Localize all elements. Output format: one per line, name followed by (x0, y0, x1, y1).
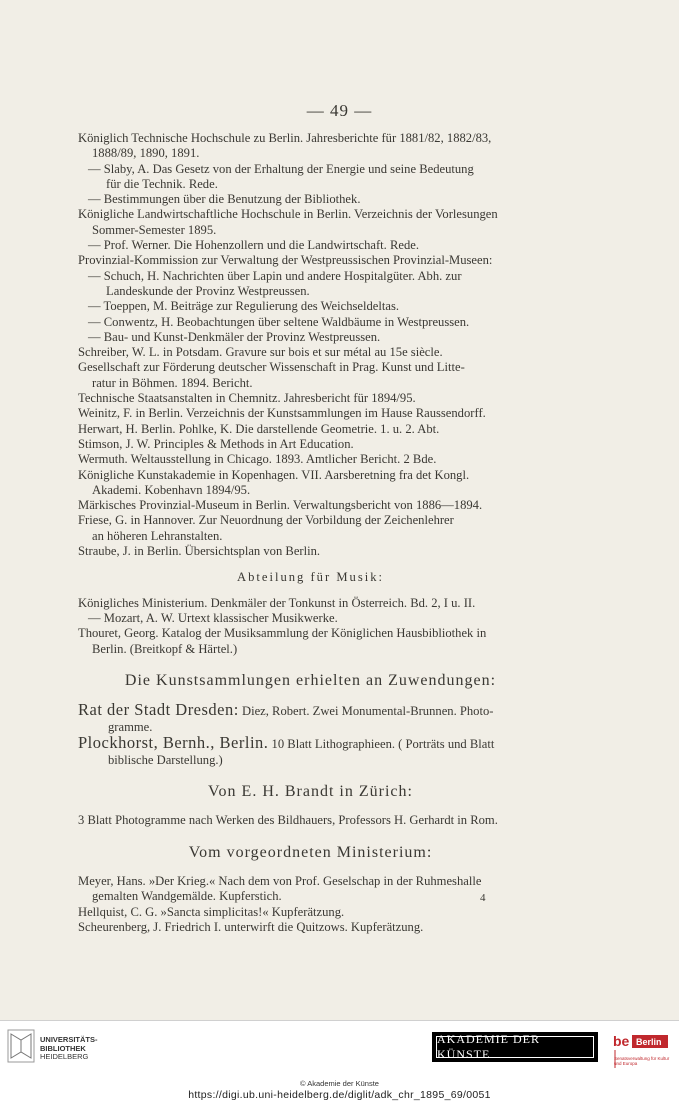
collection-entry (78, 735, 543, 768)
university-library-logo-icon (6, 1028, 36, 1064)
entry-text: Schreiber, W. L. in Potsdam. Gravure sur bois et sur métal au 15e siècle. (78, 345, 443, 360)
list-item (78, 162, 543, 193)
akademie-label: AKADEMIE DER KÜNSTE (436, 1036, 594, 1058)
list-item (78, 360, 543, 391)
ministry-heading: Vom vorgeordneten Ministerium: (188, 843, 433, 861)
entry-text: Gesellschaft zur Förderung deutscher Wissenschaft in Prag. Kunst und Litte- (78, 360, 465, 375)
entry-text: Märkisches Provinzial-Museum in Berlin. Verwaltungsbericht von 1886—1894. (78, 498, 483, 513)
list-item (78, 498, 543, 513)
entry-continuation: gramme. (108, 720, 153, 735)
entry-text: Stimson, J. W. Principles & Methods in Art Education. (78, 436, 354, 451)
entry-text: Straube, J. in Berlin. Übersichtsplan von Berlin. (78, 544, 321, 559)
entry-text: — Mozart, A. W. Urtext klassischer Musikwerke. (88, 610, 338, 625)
list-item (78, 611, 543, 626)
entry-text: — Bestimmungen über die Benutzung der Bibliothek. (88, 192, 361, 207)
berlin-subtitle: Senatsverwaltung für Kultur und Europa (614, 1056, 670, 1066)
entry-text: Weinitz, F. in Berlin. Verzeichnis der Kunstsammlungen im Hause Raussendorff. (78, 406, 486, 421)
list-item (78, 207, 543, 238)
collection-line (78, 702, 543, 719)
svg-text:be: be (613, 1033, 630, 1049)
entry-text: Meyer, Hans. »Der Krieg.« Nach dem von Prof. Geselschap in der Ruhmeshalle (78, 873, 482, 888)
list-item (78, 391, 543, 406)
university-library-name (40, 1036, 98, 1062)
acquisitions-list (78, 131, 543, 559)
entry-text: Hellquist, C. G. »Sancta simplicitas!« Kupferätzung. (78, 904, 345, 919)
donation-text: Diez, Robert. Zwei Monumental-Brunnen. Photo- (238, 704, 494, 719)
entry-text: — Schuch, H. Nachrichten über Lapin und andere Hospitalgüter. Abh. zur (88, 268, 462, 283)
copyright-notice: © Akademie der Künste (300, 1079, 379, 1088)
ministry-list (78, 874, 543, 935)
list-item (78, 253, 543, 268)
entry-text: Thouret, Georg. Katalog der Musiksammlung der Königlichen Hausbibliothek in (78, 626, 487, 641)
list-item (78, 544, 543, 559)
akademie-logo[interactable] (432, 1032, 598, 1062)
entry-continuation: Landeskunde der Provinz Westpreussen. (106, 283, 310, 298)
entry-text: Technische Staatsanstalten in Chemnitz. Jahresbericht für 1894/95. (78, 391, 416, 406)
list-item (78, 406, 543, 421)
donor-name: Rat der Stadt Dresden: (78, 700, 239, 720)
collection-line (78, 735, 543, 752)
list-item (78, 269, 543, 300)
entry-text: Königliches Ministerium. Denkmäler der Tonkunst in Österreich. Bd. 2, I u. II. (78, 595, 476, 610)
entry-text: Friese, G. in Hannover. Zur Neuordnung der Vorbildung der Zeichenlehrer (78, 513, 454, 528)
entry-continuation: gemalten Wandgemälde. Kupferstich. (92, 889, 282, 904)
entry-continuation: für die Technik. Rede. (106, 176, 218, 191)
uni-line2: BIBLIOTHEK (40, 1043, 86, 1053)
entry-text: — Bau- und Kunst-Denkmäler der Provinz Westpreussen. (88, 329, 381, 344)
entry-continuation: an höheren Lehranstalten. (92, 528, 223, 543)
list-item (78, 345, 543, 360)
footer-divider (0, 1020, 679, 1021)
donation-text: 10 Blatt Lithographieen. ( Porträts und Blatt (268, 737, 495, 752)
list-item (78, 626, 543, 657)
entry-continuation: Sommer-Semester 1895. (92, 222, 217, 237)
entry-text: — Slaby, A. Das Gesetz von der Erhaltung der Energie und seine Bedeutung (88, 161, 474, 176)
entry-text: Provinzial-Kommission zur Verwaltung der Westpreussischen Provinzial-Museen: (78, 253, 493, 268)
list-item (78, 596, 543, 611)
donor-name: Plockhorst, Bernh., Berlin. (78, 733, 269, 753)
entry-continuation: 1888/89, 1890, 1891. (92, 146, 200, 161)
list-item (78, 437, 543, 452)
music-list (78, 596, 543, 657)
list-item (78, 513, 543, 544)
music-heading: Abteilung für Musik: (236, 570, 385, 585)
entry-text: Königlich Technische Hochschule zu Berlin. Jahresberichte für 1881/82, 1882/83, (78, 131, 492, 145)
entry-continuation: Akademi. Kobenhavn 1894/95. (92, 482, 251, 497)
list-item (78, 874, 543, 905)
brandt-entry: 3 Blatt Photogramme nach Werken des Bildhauers, Professors H. Gerhardt in Rom. (78, 813, 498, 828)
entry-text: — Toeppen, M. Beiträge zur Regulierung des Weichseldeltas. (88, 299, 399, 314)
list-item (78, 905, 543, 920)
page-number: — 49 — (306, 101, 373, 120)
collection-entry (78, 702, 543, 735)
brandt-heading: Von E. H. Brandt in Zürich: (208, 783, 413, 801)
list-item (78, 238, 543, 253)
uni-line1: UNIVERSITÄTS- (40, 1035, 98, 1044)
entry-text: Königliche Landwirtschaftliche Hochschule in Berlin. Verzeichnis der Vorlesungen (78, 207, 498, 222)
uni-line3: HEIDELBERG (40, 1052, 89, 1061)
signature-mark: 4 (480, 892, 486, 904)
list-item (78, 422, 543, 437)
entry-text: Scheurenberg, J. Friedrich I. unterwirft die Quitzows. Kupferätzung. (78, 919, 424, 934)
list-item (78, 131, 543, 162)
entry-continuation: biblische Darstellung.) (108, 753, 223, 768)
entry-continuation: ratur in Böhmen. 1894. Bericht. (92, 375, 253, 390)
collections-list (78, 702, 543, 768)
list-item (78, 330, 543, 345)
entry-text: — Conwentz, H. Beobachtungen über seltene Waldbäume in Westpreussen. (88, 314, 470, 329)
page-content (78, 131, 543, 935)
list-item (78, 192, 543, 207)
list-item (78, 452, 543, 467)
entry-text: Herwart, H. Berlin. Pohlke, K. Die darstellende Geometrie. 1. u. 2. Abt. (78, 421, 440, 436)
entry-continuation: Berlin. (Breitkopf & Härtel.) (92, 641, 238, 656)
list-item (78, 468, 543, 499)
collections-heading: Die Kunstsammlungen erhielten an Zuwendungen: (124, 671, 497, 689)
entry-text: Königliche Kunstakademie in Kopenhagen. VII. Aarsberetning fra det Kongl. (78, 467, 470, 482)
svg-text:Berlin: Berlin (636, 1037, 662, 1047)
list-item (78, 315, 543, 330)
list-item (78, 920, 543, 935)
entry-text: — Prof. Werner. Die Hohenzollern und die Landwirtschaft. Rede. (88, 238, 419, 253)
list-item (78, 299, 543, 314)
permalink-url[interactable]: https://digi.ub.uni-heidelberg.de/diglit/adk_chr_1895_69/0051 (188, 1089, 491, 1101)
entry-text: Wermuth. Weltausstellung in Chicago. 1893. Amtlicher Bericht. 2 Bde. (78, 452, 437, 467)
